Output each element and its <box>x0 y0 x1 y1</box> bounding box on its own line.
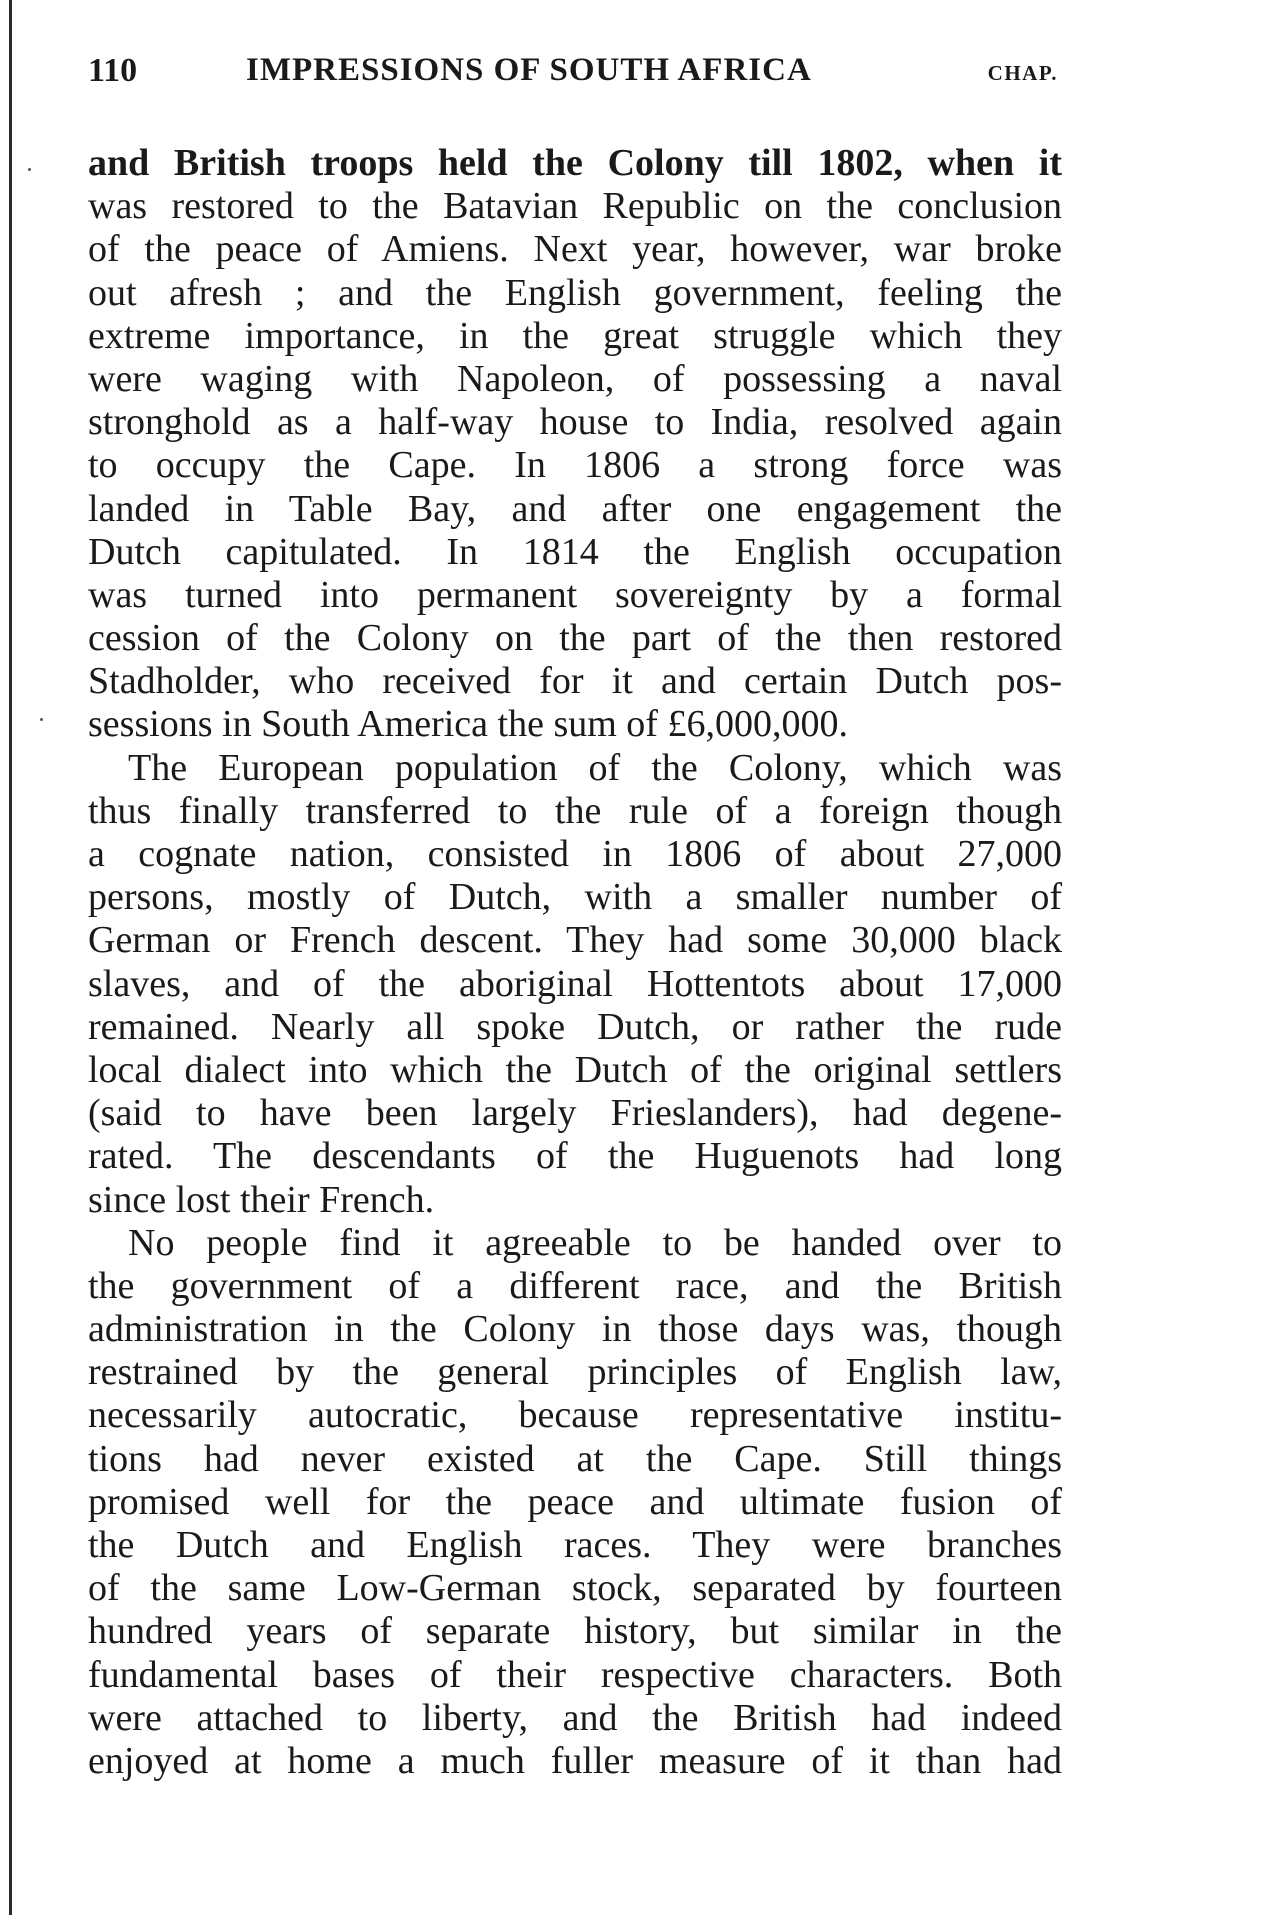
text-line: Dutch capitulated. In 1814 the English occupation <box>88 530 1062 573</box>
scan-speck <box>40 718 43 721</box>
chapter-label: CHAP. <box>987 61 1058 85</box>
text-line: stronghold as a half-way house to India, resolved again <box>88 401 1062 444</box>
text-line: cession of the Colony on the part of the then restored <box>88 617 1062 660</box>
text-line: sessions in South America the sum of £6,000,000. <box>88 703 848 746</box>
text-line: the Dutch and English races. They were branches <box>88 1524 1062 1566</box>
text-line: were waging with Napoleon, of possessing a naval <box>88 357 1062 400</box>
text-line: extreme importance, in the great struggle which they <box>88 314 1062 357</box>
text-line: landed in Table Bay, and after one engagement the <box>88 487 1062 530</box>
text-line: (said to have been largely Frieslanders), had degene- <box>88 1092 1062 1135</box>
text-line: hundred years of separate history, but similar in the <box>88 1610 1062 1653</box>
text-line: tions had never existed at the Cape. Still things <box>88 1437 1062 1480</box>
text-line: out afresh ; and the English government, feeling the <box>88 271 1062 314</box>
text-line: German or French descent. They had some 30,000 black <box>88 919 1062 962</box>
text-line: local dialect into which the Dutch of the original settlers <box>88 1048 1062 1091</box>
page-number: 110 <box>88 52 138 89</box>
text-line: promised well for the peace and ultimate fusion of <box>88 1480 1062 1523</box>
text-line: a cognate nation, consisted in 1806 of about 27,000 <box>88 833 1062 875</box>
page-binding-edge <box>9 0 12 1915</box>
text-line: was restored to the Batavian Republic on the conclusion <box>88 185 1062 228</box>
text-line: slaves, and of the aboriginal Hottentots about 17,000 <box>88 962 1062 1005</box>
text-line: since lost their French. <box>88 1178 435 1221</box>
text-line: remained. Nearly all spoke Dutch, or rather the rude <box>88 1005 1062 1048</box>
text-line: The European population of the Colony, which was <box>128 746 1062 789</box>
text-line: Stadholder, who received for it and certain Dutch pos- <box>88 660 1062 703</box>
text-line: the government of a different race, and the British <box>88 1264 1062 1307</box>
running-header <box>88 52 1068 102</box>
text-line: persons, mostly of Dutch, with a smaller number of <box>88 876 1062 919</box>
body-text <box>88 142 1062 1783</box>
text-line: to occupy the Cape. In 1806 a strong force was <box>88 444 1062 487</box>
text-line: enjoyed at home a much fuller measure of it than had <box>88 1739 1062 1782</box>
text-line: was turned into permanent sovereignty by a formal <box>88 573 1062 616</box>
text-line: fundamental bases of their respective characters. Both <box>88 1653 1062 1696</box>
text-line: and British troops held the Colony till 1802, when it <box>88 142 1062 184</box>
text-line: of the same Low-German stock, separated by fourteen <box>88 1567 1062 1610</box>
scan-speck <box>28 168 31 171</box>
text-line: restrained by the general principles of English law, <box>88 1351 1062 1394</box>
text-line: of the peace of Amiens. Next year, however, war broke <box>88 228 1062 271</box>
text-line: rated. The descendants of the Huguenots had long <box>88 1135 1062 1178</box>
text-line: No people find it agreeable to be handed over to <box>128 1221 1062 1264</box>
text-line: administration in the Colony in those days was, though <box>88 1308 1062 1351</box>
text-line: were attached to liberty, and the British had indeed <box>88 1696 1062 1739</box>
running-title: IMPRESSIONS OF SOUTH AFRICA <box>246 52 812 88</box>
text-line: thus finally transferred to the rule of a foreign though <box>88 789 1062 832</box>
text-line: necessarily autocratic, because representative institu- <box>88 1394 1062 1437</box>
